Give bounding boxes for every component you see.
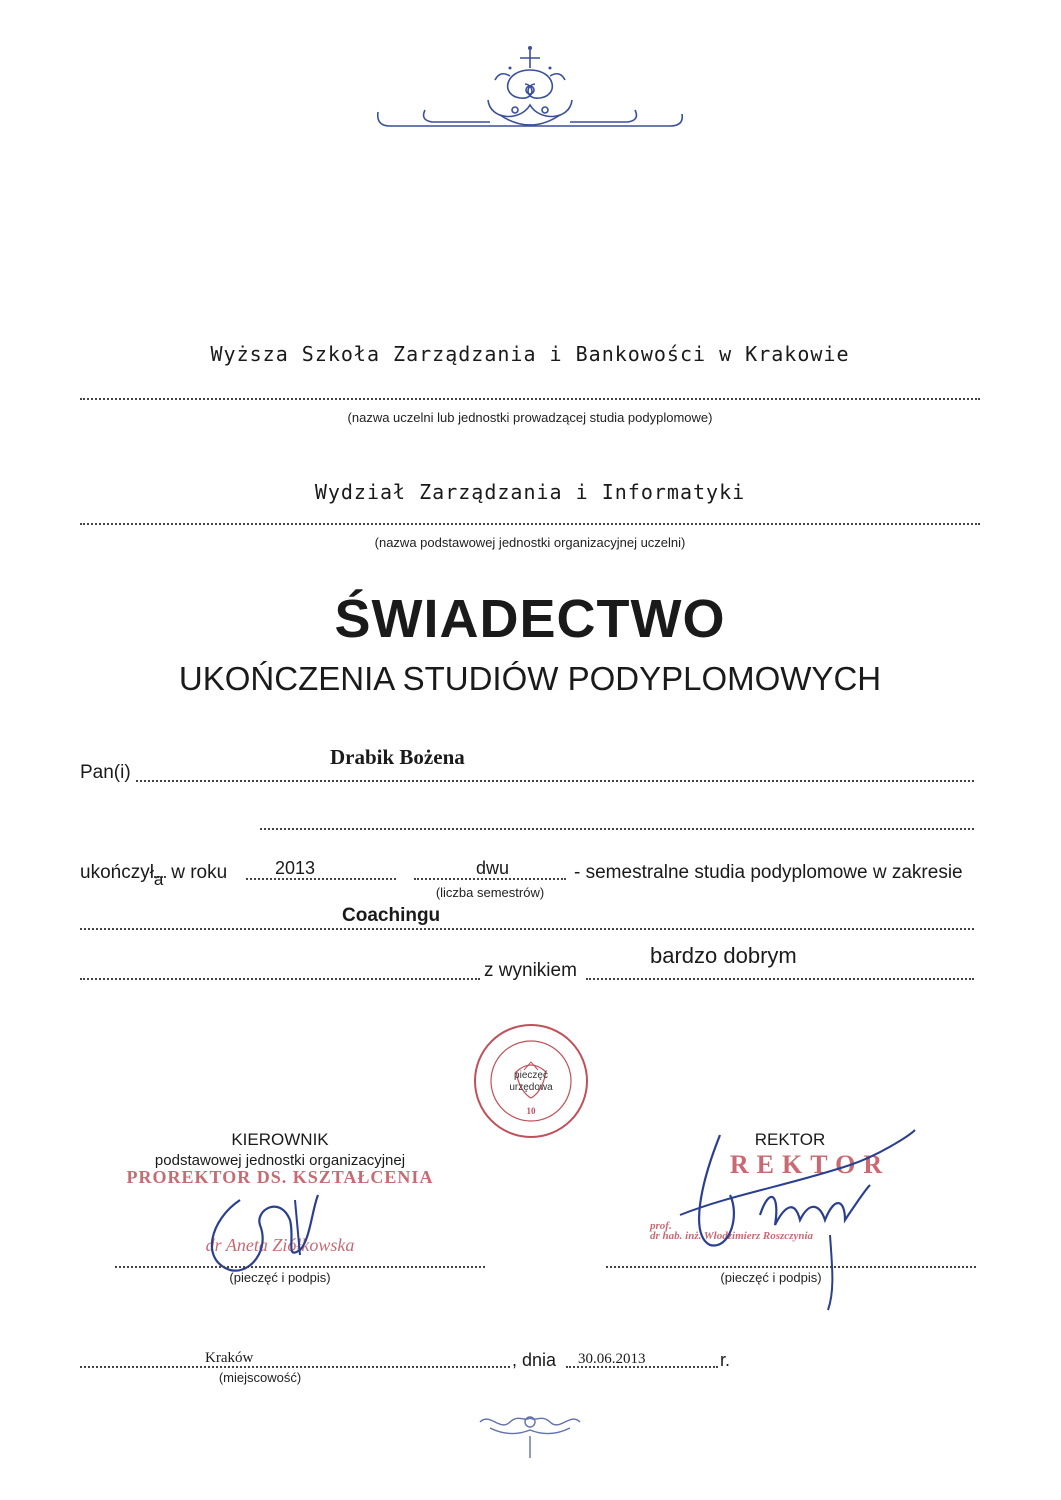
seal-icon: [472, 1022, 590, 1140]
left-stamp-name: dr Aneta Ziółkowska: [205, 1235, 355, 1255]
seal-center-line2: urzędowa: [509, 1082, 553, 1093]
right-signatory-title: REKTOR: [754, 1130, 826, 1149]
result-value: bardzo dobrym: [650, 943, 797, 968]
completion-tail: - semestralne studia podyplomowe w zakresie: [574, 862, 963, 883]
university-name: Wyższa Szkoła Zarządzania i Bankowości w Krakowie: [210, 342, 850, 366]
right-stamp-name: dr hab. inż. Włodzimierz Roszczynia: [650, 1230, 814, 1242]
right-signatory-caption: (pieczęć i podpis): [720, 1270, 822, 1285]
field-line: [80, 928, 974, 930]
top-ornament: [370, 40, 690, 135]
result-line-right: [586, 978, 974, 980]
bottom-ornament: [470, 1408, 590, 1468]
left-stamp-title: PROREKTOR DS. KSZTAŁCENIA: [126, 1167, 434, 1187]
university-caption: (nazwa uczelni lub jednostki prowadzącej studia podyplomowe): [347, 410, 713, 425]
year-line: [246, 878, 396, 880]
certificate-subtitle: UKOŃCZENIA STUDIÓW PODYPLOMOWYCH: [178, 660, 882, 697]
faculty-line: [80, 523, 980, 525]
certificate-title: ŚWIADECTWO: [334, 589, 726, 649]
person-name: Drabik Bożena: [330, 745, 465, 769]
official-seal: [472, 1022, 590, 1140]
seal-center-line1: pieczęć: [514, 1070, 548, 1081]
year-label: w roku: [171, 862, 228, 883]
result-label: z wynikiem: [484, 960, 577, 981]
right-stamp-title: REKTOR: [729, 1150, 891, 1179]
year-value: 2013: [275, 858, 316, 878]
left-signatory-subtitle: podstawowej jednostki organizacyjnej: [154, 1152, 406, 1169]
university-line: [80, 398, 980, 400]
faculty-name: Wydział Zarządzania i Informatyki: [314, 480, 746, 504]
completion-verb-group: [80, 862, 228, 889]
semesters-value: dwu: [476, 858, 510, 878]
completion-verb: ukończył: [80, 862, 154, 883]
right-signature: [670, 1125, 930, 1315]
place-caption: (miejscowość): [218, 1370, 302, 1385]
right-signature-line: [606, 1266, 976, 1268]
place-line: [80, 1366, 510, 1368]
place-value: Kraków: [205, 1350, 254, 1366]
left-signatory-caption: (pieczęć i podpis): [229, 1270, 331, 1285]
field-value: Coachingu: [342, 905, 441, 926]
left-signature-line: [115, 1266, 485, 1268]
left-signatory-title: KIEROWNIK: [231, 1130, 329, 1149]
faculty-caption: (nazwa podstawowej jednostki organizacyjnej uczelni): [374, 535, 686, 550]
seal-number: 10: [526, 1106, 536, 1116]
completion-suffix: a: [153, 870, 164, 889]
person-line-2: [260, 828, 974, 830]
right-stamp-prefix: prof.: [650, 1220, 672, 1232]
date-value: 30.06.2013: [578, 1351, 646, 1367]
person-line: [136, 780, 974, 782]
date-suffix: r.: [720, 1350, 731, 1370]
semesters-caption: (liczba semestrów): [435, 885, 545, 900]
person-label: Pan(i): [80, 762, 131, 783]
result-line-left: [80, 978, 480, 980]
date-label: , dnia: [512, 1350, 557, 1370]
